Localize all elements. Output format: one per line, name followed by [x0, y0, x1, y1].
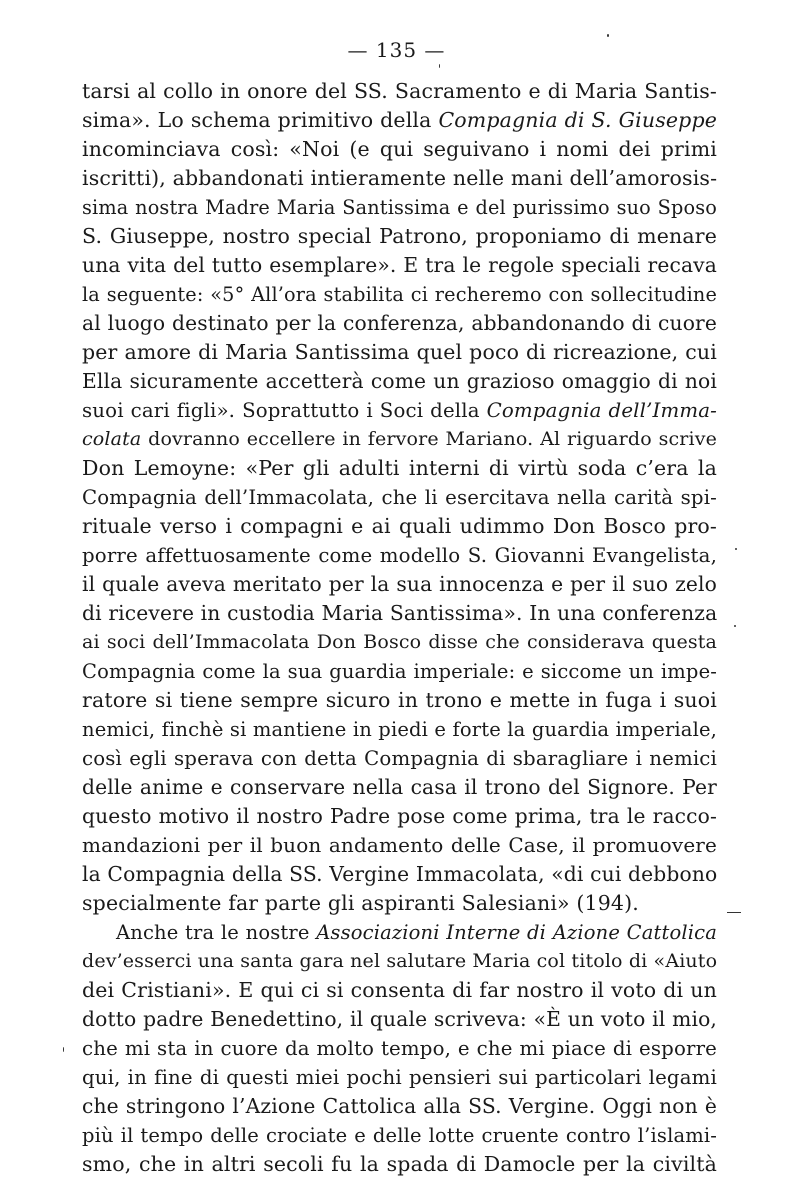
italic-title: Associazioni Interne di Azione Cattolica [316, 921, 717, 944]
text-run: così egli sperava con detta Compagnia di sbaragliare i nemici [82, 747, 717, 770]
text-line [82, 715, 717, 744]
text-run: smo, che in altri secoli fu la spada di Damocle per la civiltà [82, 1152, 717, 1176]
italic-title: colata [82, 428, 142, 450]
text-run: qui, in fine di questi miei pochi pensieri sui particolari legami [82, 1066, 717, 1089]
text-line [82, 1150, 717, 1179]
text-line [82, 483, 717, 512]
text-line [82, 889, 717, 918]
ink-speck [63, 1047, 64, 1052]
text-run: Compagnia come la sua guardia imperiale: e siccome un impe- [82, 660, 717, 683]
text-run: di ricevere in custodia Maria Santissima». In una conferenza [82, 601, 718, 625]
ink-speck [735, 548, 737, 550]
text-line [82, 802, 717, 831]
text-run: S. Giuseppe, nostro special Patrono, proponiamo di menare [82, 224, 717, 248]
text-line [82, 280, 717, 309]
text-line [82, 164, 717, 193]
body-text [82, 77, 717, 1179]
text-line [82, 135, 717, 164]
text-line [82, 1063, 717, 1092]
text-run: Ella sicuramente accetterà come un grazioso omaggio di noi [82, 369, 717, 393]
text-run: incominciava così: «Noi (e qui seguivano i nomi dei primi [82, 137, 717, 161]
text-line [82, 454, 717, 483]
text-line [82, 860, 717, 889]
text-run: suoi cari figli». Soprattutto i Soci della [82, 399, 487, 422]
text-line [82, 570, 717, 599]
text-line [82, 193, 717, 222]
text-run: Anche tra le nostre [116, 921, 317, 944]
text-line [82, 976, 717, 1005]
text-line [82, 744, 717, 773]
page-number: — 135 — [347, 38, 446, 62]
text-line [82, 512, 717, 541]
text-run: per amore di Maria Santissima quel poco di ricreazione, cui [82, 340, 717, 364]
text-run: ratore si tiene sempre sicuro in trono e mette in fuga i suoi [82, 688, 717, 712]
text-line [82, 541, 717, 570]
text-run: la seguente: «5° All’ora stabilita ci recheremo con sollecitudine [82, 283, 717, 306]
text-run: Compagnia dell’Immacolata, che li esercitava nella carità spi- [82, 486, 717, 509]
text-line [82, 657, 717, 686]
ink-speck [727, 912, 741, 913]
text-run: dovranno eccellere in fervore Mariano. Al riguardo scrive [141, 428, 717, 450]
ink-speck [607, 34, 609, 37]
text-run: ai soci dell’Immacolata Don Bosco disse che considerava questa [82, 631, 717, 653]
text-line [82, 773, 717, 802]
text-line [82, 425, 717, 454]
text-line [82, 686, 717, 715]
text-run: mandazioni per il buon andamento delle Case, il promuovere [82, 833, 717, 857]
text-line [82, 367, 717, 396]
text-run: sima». Lo schema primitivo della [82, 108, 439, 132]
text-line [82, 338, 717, 367]
text-line [82, 599, 717, 628]
text-run: il quale aveva meritato per la sua innocenza e per il suo zelo [82, 572, 717, 596]
text-run: porre affettuosamente come modello S. Giovanni Evangelista, [82, 544, 717, 567]
text-line [82, 1034, 717, 1063]
text-run: che mi sta in cuore da molto tempo, e che mi piace di esporre [82, 1037, 717, 1060]
text-run: dev’esserci una santa gara nel salutare Maria col titolo di «Aiuto [82, 950, 718, 972]
text-run: iscritti), abbandonati intieramente nelle mani dell’amorosis- [82, 166, 718, 190]
text-line [82, 251, 717, 280]
text-line [82, 309, 717, 338]
text-run: la Compagnia della SS. Vergine Immacolata, «di cui debbono [82, 862, 718, 886]
text-run: nemici, finchè si mantiene in piedi e forte la guardia imperiale, [82, 718, 717, 741]
ink-speck [734, 625, 736, 627]
text-run: tarsi al collo in onore del SS. Sacramento e di Maria Santis- [82, 79, 717, 103]
text-run: dotto padre Benedettino, il quale scriveva: «È un voto il mio, [82, 1007, 717, 1031]
text-run: più il tempo delle crociate e delle lotte cruente contro l’islami- [82, 1124, 717, 1147]
italic-title: Compagnia di S. Giuseppe [438, 108, 717, 132]
text-run: questo motivo il nostro Padre pose come prima, tra le racco- [82, 804, 717, 828]
text-run: una vita del tutto esemplare». E tra le regole speciali recava [82, 253, 717, 277]
text-run: specialmente far parte gli aspiranti Salesiani» (194). [82, 891, 639, 915]
text-run: rituale verso i compagni e ai quali udimmo Don Bosco pro- [82, 514, 717, 538]
text-run: che stringono l’Azione Cattolica alla SS. Vergine. Oggi non è [82, 1094, 717, 1118]
text-line [82, 77, 717, 106]
text-line [82, 1092, 717, 1121]
italic-title: Compagnia dell’Imma- [486, 399, 717, 422]
text-line [82, 396, 717, 425]
text-line [82, 918, 717, 947]
text-run: dei Cristiani». E qui ci si consenta di far nostro il voto di un [82, 978, 717, 1002]
text-line [82, 106, 717, 135]
text-run: Don Lemoyne: «Per gli adulti interni di virtù soda c’era la [82, 456, 717, 480]
text-run: delle anime e conservare nella casa il trono del Signore. Per [82, 775, 717, 799]
text-line [82, 947, 717, 976]
text-line [82, 628, 717, 657]
text-line [82, 1005, 717, 1034]
text-line [82, 222, 717, 251]
text-line [82, 1121, 717, 1150]
text-line [82, 831, 717, 860]
ink-speck [439, 64, 440, 68]
text-run: al luogo destinato per la conferenza, abbandonando di cuore [82, 311, 717, 335]
text-run: sima nostra Madre Maria Santissima e del purissimo suo Sposo [82, 196, 717, 219]
